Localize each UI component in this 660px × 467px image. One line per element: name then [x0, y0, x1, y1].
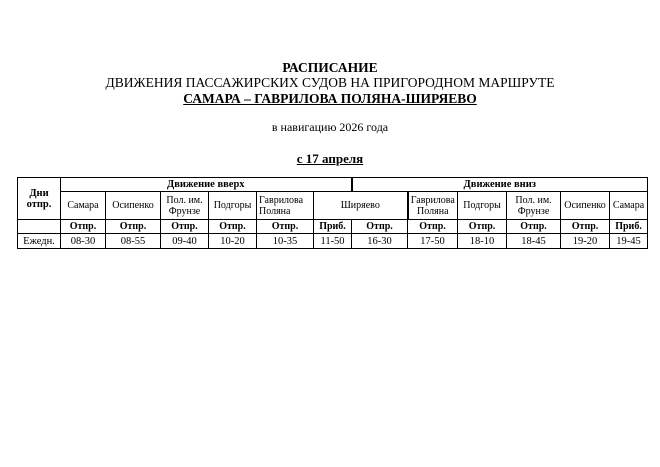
row-days: Ежедн. [18, 234, 61, 249]
time-cell: 18-45 [507, 234, 561, 249]
effective-date: с 17 апреля [296, 151, 364, 166]
days-header-line-1: Дни [29, 187, 49, 199]
stop-up-samara: Самара [61, 192, 106, 220]
days-header-line-2: отпр. [26, 198, 52, 210]
group-downstream: Движение вниз [352, 178, 648, 192]
kind-empty-cell [18, 220, 61, 234]
kind-cell: Отпр. [106, 220, 161, 234]
time-cell: 08-55 [106, 234, 161, 249]
table-row [18, 234, 648, 249]
stop-down-frunze: Пол. им. Фрунзе [507, 192, 561, 220]
time-cell: 11-50 [314, 234, 352, 249]
kind-cell: Отпр. [507, 220, 561, 234]
kind-cell: Отпр. [408, 220, 458, 234]
title-line-1: РАСПИСАНИЕ [282, 60, 378, 75]
time-cell: 10-20 [209, 234, 257, 249]
kind-cell: Отпр. [561, 220, 610, 234]
header-row-kinds [18, 220, 648, 234]
route-name: САМАРА – ГАВРИЛОВА ПОЛЯНА-ШИРЯЕВО [183, 91, 477, 106]
stop-shiryaevo: Ширяево [314, 192, 408, 220]
group-upstream: Движение вверх [61, 178, 352, 192]
time-cell: 17-50 [408, 234, 458, 249]
kind-cell: Приб. [314, 220, 352, 234]
time-cell: 08-30 [61, 234, 106, 249]
stop-up-podgory: Подгоры [209, 192, 257, 220]
days-header [18, 178, 61, 220]
header-row-groups [18, 178, 648, 192]
time-cell: 19-20 [561, 234, 610, 249]
kind-cell: Отпр. [161, 220, 209, 234]
stop-down-podgory: Подгоры [458, 192, 507, 220]
stop-down-gavrilova-polyana: Гаврилова Поляна [408, 192, 458, 220]
kind-cell: Отпр. [458, 220, 507, 234]
time-cell: 10-35 [257, 234, 314, 249]
navigation-season: в навигацию 2026 года [271, 120, 389, 134]
schedule-table [17, 177, 648, 249]
stop-up-frunze: Пол. им. Фрунзе [161, 192, 209, 220]
time-cell: 09-40 [161, 234, 209, 249]
stop-up-gavrilova-polyana: Гаврилова Поляна [257, 192, 314, 220]
title-line-2: ДВИЖЕНИЯ ПАССАЖИРСКИХ СУДОВ НА ПРИГОРОДНОМ МАРШРУТЕ [105, 75, 555, 90]
time-cell: 19-45 [610, 234, 648, 249]
header-row-stops [18, 192, 648, 220]
time-cell: 18-10 [458, 234, 507, 249]
kind-cell: Отпр. [257, 220, 314, 234]
document-title [0, 60, 660, 107]
kind-cell: Приб. [610, 220, 648, 234]
stop-down-samara: Самара [610, 192, 648, 220]
kind-cell: Отпр. [209, 220, 257, 234]
kind-cell: Отпр. [352, 220, 408, 234]
stop-down-osipenko: Осипенко [561, 192, 610, 220]
time-cell: 16-30 [352, 234, 408, 249]
kind-cell: Отпр. [61, 220, 106, 234]
stop-up-osipenko: Осипенко [106, 192, 161, 220]
